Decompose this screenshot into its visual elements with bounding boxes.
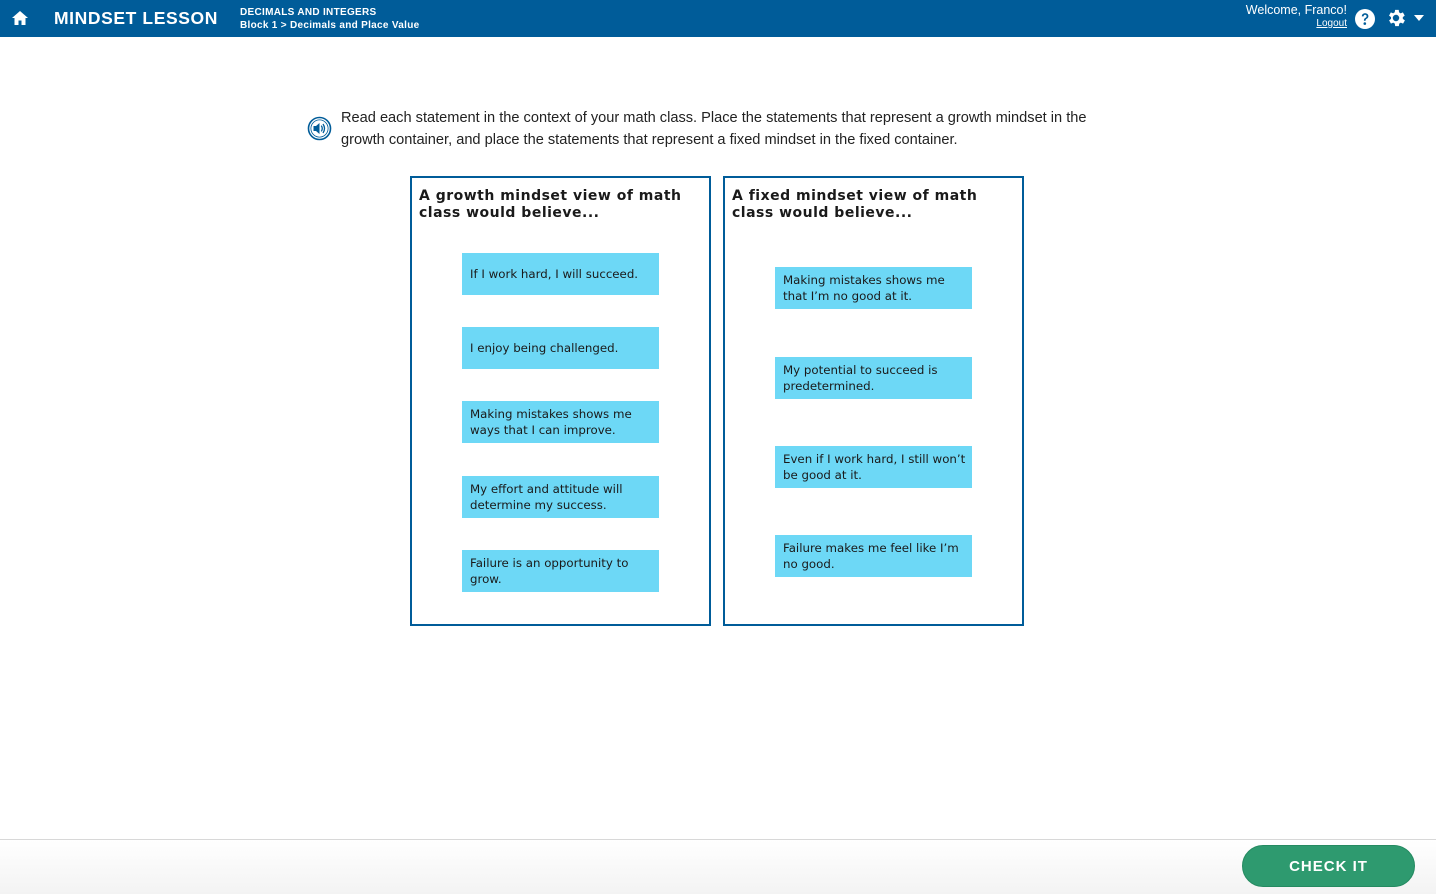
statement-card[interactable]: Failure makes me feel like I’m no good. bbox=[775, 535, 972, 577]
statement-card[interactable]: Failure is an opportunity to grow. bbox=[462, 550, 659, 592]
statement-card[interactable]: Making mistakes shows me ways that I can improve. bbox=[462, 401, 659, 443]
gear-icon[interactable] bbox=[1385, 7, 1407, 29]
growth-container[interactable] bbox=[410, 176, 711, 626]
growth-container-title: A growth mindset view of math class would believe... bbox=[419, 188, 682, 221]
statement-card[interactable]: Even if I work hard, I still won’t be good at it. bbox=[775, 446, 972, 488]
block-breadcrumb: Block 1 > Decimals and Place Value bbox=[240, 20, 420, 31]
statement-card[interactable]: I enjoy being challenged. bbox=[462, 327, 659, 369]
unit-name: DECIMALS AND INTEGERS bbox=[240, 7, 377, 18]
top-bar bbox=[0, 0, 1436, 37]
welcome-text: Welcome, Franco! bbox=[1245, 3, 1347, 17]
footer-bar bbox=[0, 839, 1436, 894]
breadcrumb bbox=[240, 6, 419, 32]
instructions-text: Read each statement in the context of your math class. Place the statements that represent a growth mindset in the growth container, and place the statements that represent a fixed mindset in the fixed container. bbox=[341, 110, 1087, 148]
home-icon[interactable] bbox=[11, 9, 29, 27]
caret-down-icon[interactable] bbox=[1414, 15, 1424, 21]
logout-link[interactable]: Logout bbox=[1316, 18, 1347, 29]
lesson-title: MINDSET LESSON bbox=[54, 8, 218, 28]
user-greeting bbox=[1246, 3, 1347, 30]
fixed-container[interactable] bbox=[723, 176, 1024, 626]
help-icon[interactable] bbox=[1354, 8, 1376, 30]
fixed-container-title: A fixed mindset view of math class would believe... bbox=[732, 188, 978, 221]
statement-card[interactable]: Making mistakes shows me that I’m no good at it. bbox=[775, 267, 972, 309]
statement-card[interactable]: My potential to succeed is predetermined. bbox=[775, 357, 972, 399]
check-it-button[interactable]: CHECK IT bbox=[1242, 845, 1415, 887]
speaker-icon[interactable] bbox=[307, 116, 332, 141]
statement-card[interactable]: If I work hard, I will succeed. bbox=[462, 253, 659, 295]
statement-card[interactable]: My effort and attitude will determine my success. bbox=[462, 476, 659, 518]
